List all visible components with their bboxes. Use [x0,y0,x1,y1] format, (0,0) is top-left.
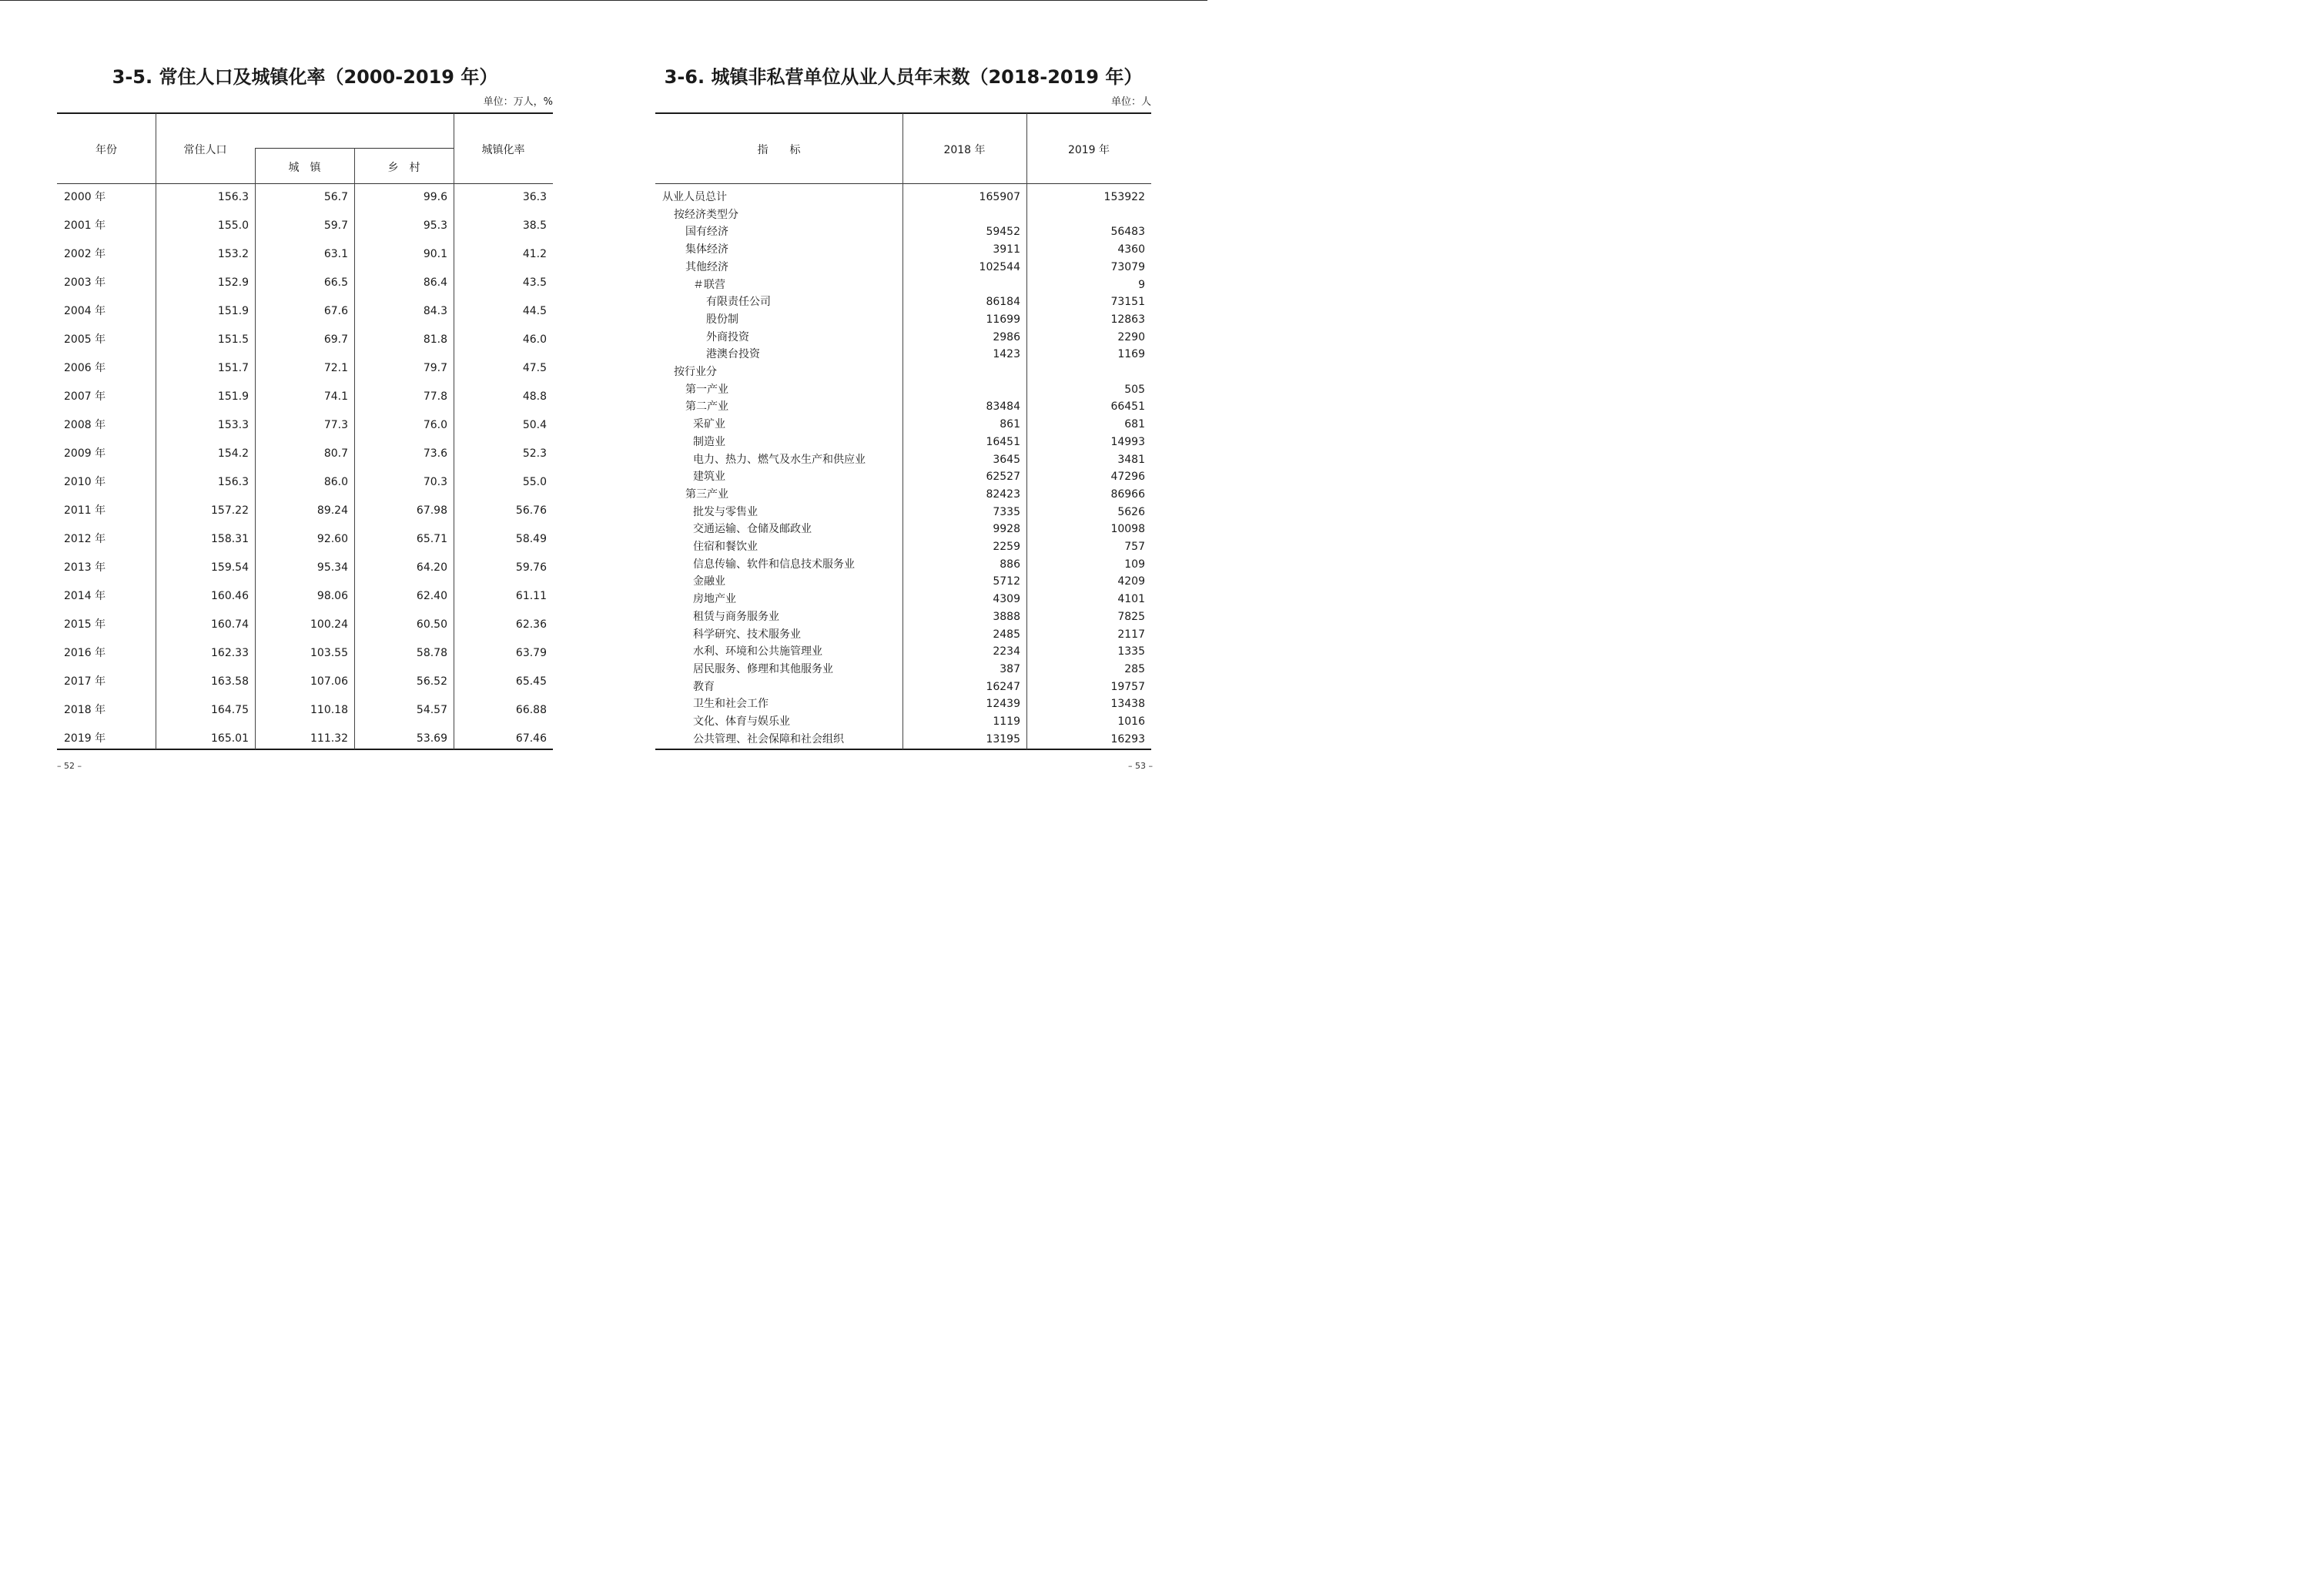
cell-year: 2011 年 [64,504,106,517]
cell-indicator: 集体经济 [685,243,728,256]
cell-urban: 56.7 [323,191,348,203]
cell-population: 160.46 [211,590,249,602]
cell-2018: 62527 [986,471,1020,483]
cell-indicator: 建筑业 [693,471,725,483]
cell-year: 2006 年 [64,362,106,374]
cell-urban: 69.7 [323,333,348,346]
cell-2019: 3481 [1117,454,1145,466]
column-header-urban: 城 镇 [288,162,321,174]
cell-rural: 84.3 [423,305,447,317]
cell-year: 2017 年 [64,675,106,688]
cell-indicator: 有限责任公司 [706,296,771,308]
cell-indicator: 住宿和餐饮业 [693,541,758,553]
table-bottom-rule [655,749,1151,750]
cell-rural: 79.7 [423,362,447,374]
cell-indicator: 按行业分 [674,366,717,378]
cell-rural: 56.52 [416,675,447,688]
right-page-title: 3-6. 城镇非私营单位从业人员年末数（2018-2019 年） [664,66,1143,88]
cell-2019: 16293 [1110,733,1145,745]
cell-indicator: 股份制 [706,313,738,326]
cell-year: 2000 年 [64,191,106,203]
cell-population: 154.2 [217,447,249,460]
cell-2019: 2117 [1117,628,1145,641]
cell-rural: 64.20 [416,561,447,574]
cell-population: 151.9 [217,390,249,403]
cell-year: 2004 年 [64,305,106,317]
cell-2018: 16451 [986,436,1020,448]
cell-rural: 58.78 [416,647,447,659]
cell-2019: 505 [1124,384,1145,396]
cell-rate: 36.3 [522,191,547,203]
cell-year: 2001 年 [64,219,106,232]
cell-rate: 59.76 [515,561,547,574]
cell-indicator: 文化、体育与娱乐业 [693,715,790,728]
cell-indicator: 信息传输、软件和信息技术服务业 [693,558,855,571]
cell-urban: 111.32 [310,732,348,745]
cell-rate: 48.8 [522,390,547,403]
cell-rate: 67.46 [515,732,547,745]
table-bottom-rule [57,749,553,750]
cell-population: 151.9 [217,305,249,317]
column-header-indicator: 指 标 [757,144,801,156]
cell-2019: 1169 [1117,348,1145,360]
cell-urban: 59.7 [323,219,348,232]
cell-2018: 2234 [993,645,1020,658]
cell-indicator: 卫生和社会工作 [693,698,769,710]
cell-indicator: 第三产业 [685,488,728,501]
cell-year: 2019 年 [64,732,106,745]
cell-year: 2013 年 [64,561,106,574]
cell-rural: 90.1 [423,248,447,260]
cell-2018 [902,382,1020,397]
cell-rural: 53.69 [416,732,447,745]
cell-2018: 3645 [993,454,1020,466]
cell-population: 153.2 [217,248,249,260]
cell-population: 163.58 [211,675,249,688]
cell-population: 153.3 [217,419,249,431]
cell-indicator: 港澳台投资 [706,348,760,360]
cell-year: 2009 年 [64,447,106,460]
cell-indicator: 电力、热力、燃气及水生产和供应业 [693,454,866,466]
cell-indicator: 制造业 [693,436,725,448]
cell-population: 156.3 [217,191,249,203]
right-unit-label: 单位：人 [1110,96,1151,108]
column-header-rate: 城镇化率 [481,144,525,156]
cell-indicator: 第二产业 [685,400,728,413]
cell-indicator: 金融业 [693,575,725,588]
table-top-rule [57,112,553,114]
cell-2019: 19757 [1110,681,1145,693]
cell-2018: 7335 [993,506,1020,518]
cell-urban: 72.1 [323,362,348,374]
cell-rate: 66.88 [515,704,547,716]
cell-rural: 62.40 [416,590,447,602]
cell-rural: 99.6 [423,191,447,203]
header-bottom-rule [655,183,1151,184]
top-border-line [0,0,1207,1]
cell-2018: 1423 [993,348,1020,360]
cell-population: 164.75 [211,704,249,716]
cell-rate: 38.5 [522,219,547,232]
cell-2019: 757 [1124,541,1145,553]
cell-urban: 63.1 [323,248,348,260]
cell-urban: 100.24 [310,618,348,631]
cell-urban: 89.24 [316,504,348,517]
cell-rate: 55.0 [522,476,547,488]
cell-year: 2005 年 [64,333,106,346]
column-header-2018: 2018 年 [943,144,986,156]
cell-2019: 56483 [1110,226,1145,238]
cell-year: 2016 年 [64,647,106,659]
column-header-rural: 乡 村 [387,162,420,174]
cell-2018 [902,364,1020,380]
cell-2018: 13195 [986,733,1020,745]
cell-2018: 11699 [986,313,1020,326]
cell-year: 2002 年 [64,248,106,260]
cell-urban: 74.1 [323,390,348,403]
cell-2019: 4101 [1117,593,1145,605]
cell-population: 152.9 [217,276,249,289]
cell-year: 2014 年 [64,590,106,602]
cell-year: 2015 年 [64,618,106,631]
cell-rural: 77.8 [423,390,447,403]
cell-rate: 44.5 [522,305,547,317]
cell-population: 160.74 [211,618,249,631]
cell-2019: 73079 [1110,261,1145,273]
cell-indicator: 其他经济 [685,261,728,273]
cell-rural: 81.8 [423,333,447,346]
cell-urban: 66.5 [323,276,348,289]
cell-2019: 7825 [1117,611,1145,623]
cell-rate: 62.36 [515,618,547,631]
cell-rural: 60.50 [416,618,447,631]
cell-urban: 92.60 [316,533,348,545]
cell-year: 2010 年 [64,476,106,488]
cell-indicator: ＃联营 [693,279,725,291]
cell-indicator: 交通运输、仓储及邮政业 [693,523,812,535]
cell-2018: 2485 [993,628,1020,641]
cell-2018: 2259 [993,541,1020,553]
cell-2018: 165907 [979,191,1020,203]
cell-2019 [1026,207,1145,223]
cell-indicator: 租赁与商务服务业 [693,611,779,623]
cell-2019: 1016 [1117,715,1145,728]
cell-rate: 46.0 [522,333,547,346]
cell-2019: 14993 [1110,436,1145,448]
cell-indicator: 水利、环境和公共施管理业 [693,645,822,658]
cell-2018: 1119 [993,715,1020,728]
cell-rate: 50.4 [522,419,547,431]
cell-indicator: 按经济类型分 [674,209,738,221]
cell-indicator: 采矿业 [693,418,725,431]
table-top-rule [655,112,1151,114]
cell-year: 2018 年 [64,704,106,716]
cell-indicator: 外商投资 [706,331,749,343]
cell-population: 159.54 [211,561,249,574]
cell-2019: 4360 [1117,243,1145,256]
cell-rate: 58.49 [515,533,547,545]
cell-indicator: 第一产业 [685,384,728,396]
cell-year: 2007 年 [64,390,106,403]
cell-indicator: 批发与零售业 [693,506,758,518]
column-header-population: 常住人口 [183,144,227,156]
cell-urban: 86.0 [323,476,348,488]
cell-rural: 86.4 [423,276,447,289]
left-page-number: – 52 – [57,761,82,771]
cell-urban: 103.55 [310,647,348,659]
cell-2018: 12439 [986,698,1020,710]
header-bottom-rule [57,183,553,184]
cell-population: 155.0 [217,219,249,232]
cell-rate: 52.3 [522,447,547,460]
cell-rate: 63.79 [515,647,547,659]
cell-rural: 65.71 [416,533,447,545]
cell-rural: 95.3 [423,219,447,232]
cell-urban: 98.06 [316,590,348,602]
cell-2019: 73151 [1110,296,1145,308]
cell-population: 151.5 [217,333,249,346]
cell-2018: 2986 [993,331,1020,343]
cell-year: 2003 年 [64,276,106,289]
cell-population: 156.3 [217,476,249,488]
cell-indicator: 科学研究、技术服务业 [693,628,801,641]
cell-2019: 86966 [1110,488,1145,501]
cell-2018: 83484 [986,400,1020,413]
left-page-title: 3-5. 常住人口及城镇化率（2000-2019 年） [112,66,498,88]
cell-2018 [902,277,1020,293]
cell-2019: 681 [1124,418,1145,431]
cell-2019: 12863 [1110,313,1145,326]
cell-year: 2012 年 [64,533,106,545]
cell-rural: 54.57 [416,704,447,716]
cell-2018: 86184 [986,296,1020,308]
cell-indicator: 从业人员总计 [662,191,727,203]
cell-indicator: 教育 [693,681,715,693]
cell-indicator: 房地产业 [693,593,736,605]
cell-urban: 67.6 [323,305,348,317]
cell-population: 162.33 [211,647,249,659]
cell-2019: 47296 [1110,471,1145,483]
cell-indicator: 国有经济 [685,226,728,238]
cell-urban: 95.34 [316,561,348,574]
cell-2019: 13438 [1110,698,1145,710]
cell-rural: 73.6 [423,447,447,460]
cell-2018: 886 [1000,558,1020,571]
cell-2019: 4209 [1117,575,1145,588]
cell-rate: 43.5 [522,276,547,289]
cell-2019: 153922 [1103,191,1145,203]
cell-rate: 47.5 [522,362,547,374]
cell-2019: 109 [1124,558,1145,571]
left-unit-label: 单位：万人，% [483,96,553,108]
cell-population: 158.31 [211,533,249,545]
cell-2019: 2290 [1117,331,1145,343]
cell-rural: 70.3 [423,476,447,488]
cell-2018: 9928 [993,523,1020,535]
cell-urban: 107.06 [310,675,348,688]
cell-urban: 80.7 [323,447,348,460]
column-header-2019: 2019 年 [1067,144,1110,156]
cell-2018: 387 [1000,663,1020,675]
cell-2019: 285 [1124,663,1145,675]
cell-2018: 59452 [986,226,1020,238]
cell-urban: 110.18 [310,704,348,716]
column-header-year: 年份 [95,144,117,156]
cell-2019: 66451 [1110,400,1145,413]
cell-indicator: 居民服务、修理和其他服务业 [693,663,833,675]
cell-rate: 65.45 [515,675,547,688]
cell-indicator: 公共管理、社会保障和社会组织 [693,733,844,745]
cell-2018: 102544 [979,261,1020,273]
cell-2018: 3888 [993,611,1020,623]
cell-2018 [902,207,1020,223]
cell-2018: 82423 [986,488,1020,501]
cell-2018: 861 [1000,418,1020,431]
right-page-number: – 53 – [1128,761,1153,771]
cell-2019: 10098 [1110,523,1145,535]
cell-population: 151.7 [217,362,249,374]
cell-population: 165.01 [211,732,249,745]
cell-rural: 76.0 [423,419,447,431]
cell-2018: 5712 [993,575,1020,588]
cell-rate: 56.76 [515,504,547,517]
cell-2019: 5626 [1117,506,1145,518]
cell-2018: 3911 [993,243,1020,256]
cell-year: 2008 年 [64,419,106,431]
cell-rate: 41.2 [522,248,547,260]
cell-population: 157.22 [211,504,249,517]
cell-2018: 16247 [986,681,1020,693]
cell-2019: 1335 [1117,645,1145,658]
cell-rate: 61.11 [515,590,547,602]
cell-2019: 9 [1138,279,1145,291]
cell-urban: 77.3 [323,419,348,431]
cell-2018: 4309 [993,593,1020,605]
cell-rural: 67.98 [416,504,447,517]
cell-2019 [1026,364,1145,380]
